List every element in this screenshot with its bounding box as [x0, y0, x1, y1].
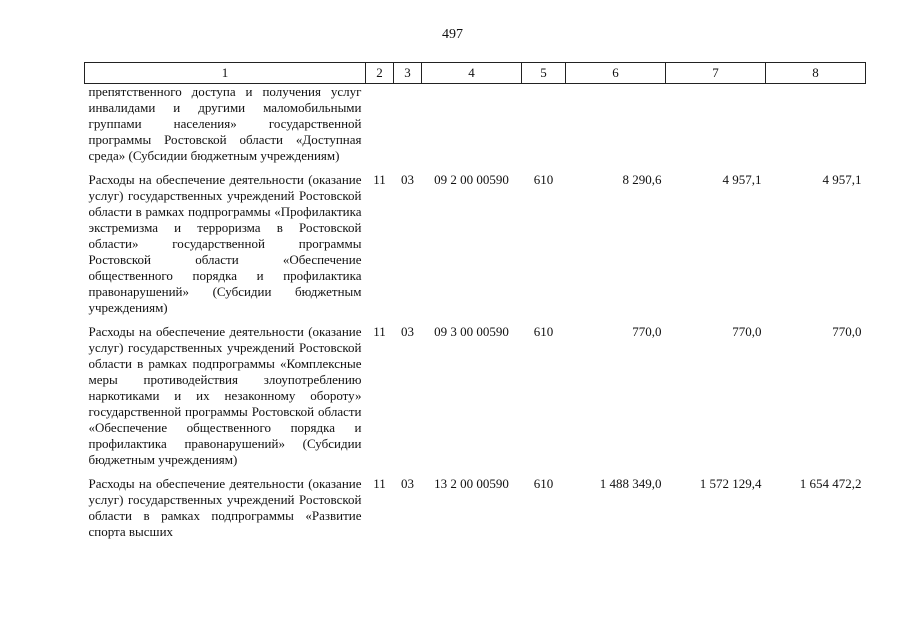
row-amount-year-2: 770,0: [732, 324, 762, 339]
row-target-article: 09 3 00 00590: [434, 324, 509, 339]
row-target-article: 13 2 00 00590: [434, 476, 509, 491]
row-section-code: 11: [373, 324, 386, 339]
table-row: [85, 84, 866, 173]
row-section-code: 11: [373, 476, 386, 491]
row-amount-year-2: 1 572 129,4: [699, 476, 762, 491]
table-row: [85, 172, 866, 324]
row-amount-year-3: 4 957,1: [822, 172, 862, 187]
row-amount-year-1: [566, 84, 666, 173]
row-amount-year-3: 770,0: [832, 324, 862, 339]
row-description: Расходы на обеспечение деятельности (оказание услуг) государственных учреждений Ростовской области в рамках подпрограммы «Профилактика экстремизма и терроризма в Ростовской области» государственной программы Ростовской области «Обеспечение общественного порядка и профилактика правонарушений» (Субсидии бюджетным учреждениям): [88, 172, 362, 315]
row-expense-type: 610: [533, 324, 554, 339]
row-target-article: [422, 84, 522, 173]
row-amount-year-2: [666, 84, 766, 173]
column-header-1: 1: [85, 63, 366, 84]
row-description: препятственного доступа и получения услуг инвалидами и другими маломобильными группами населения» государственной программы Ростовской области «Доступная среда» (Субсидии бюджетным учреждениям): [88, 84, 362, 163]
column-header-7: 7: [666, 63, 766, 84]
row-amount-year-3: 1 654 472,2: [799, 476, 862, 491]
column-header-4: 4: [422, 63, 522, 84]
row-subsection-code: [394, 84, 422, 173]
column-header-2: 2: [366, 63, 394, 84]
table-row: [85, 324, 866, 476]
column-header-5: 5: [522, 63, 566, 84]
row-expense-type: 610: [533, 476, 554, 491]
row-subsection-code: 03: [401, 476, 414, 491]
row-target-article: 09 2 00 00590: [434, 172, 509, 187]
row-amount-year-1: 770,0: [632, 324, 662, 339]
row-subsection-code: 03: [401, 172, 414, 187]
row-subsection-code: 03: [401, 324, 414, 339]
column-header-3: 3: [394, 63, 422, 84]
row-section-code: 11: [373, 172, 386, 187]
column-header-8: 8: [766, 63, 866, 84]
row-description: Расходы на обеспечение деятельности (оказание услуг) государственных учреждений Ростовской области в рамках подпрограммы «Развитие спорта высших: [88, 476, 362, 539]
row-amount-year-1: 1 488 349,0: [599, 476, 662, 491]
table-header-row: [85, 63, 866, 84]
budget-table: [84, 62, 866, 548]
row-amount-year-3: [766, 84, 866, 173]
row-amount-year-2: 4 957,1: [722, 172, 762, 187]
page-number: 497: [442, 27, 463, 42]
row-expense-type: [522, 84, 566, 173]
row-description: Расходы на обеспечение деятельности (оказание услуг) государственных учреждений Ростовской области в рамках подпрограммы «Комплексные меры противодействия злоупотреблению наркотиками и их незаконному обороту» государственной программы Ростовской области «Обеспечение общественного порядка и профилактика правонарушений» (Субсидии бюджетным учреждениям): [88, 324, 362, 467]
table-row: [85, 476, 866, 548]
row-section-code: [366, 84, 394, 173]
row-amount-year-1: 8 290,6: [622, 172, 662, 187]
row-expense-type: 610: [533, 172, 554, 187]
column-header-6: 6: [566, 63, 666, 84]
